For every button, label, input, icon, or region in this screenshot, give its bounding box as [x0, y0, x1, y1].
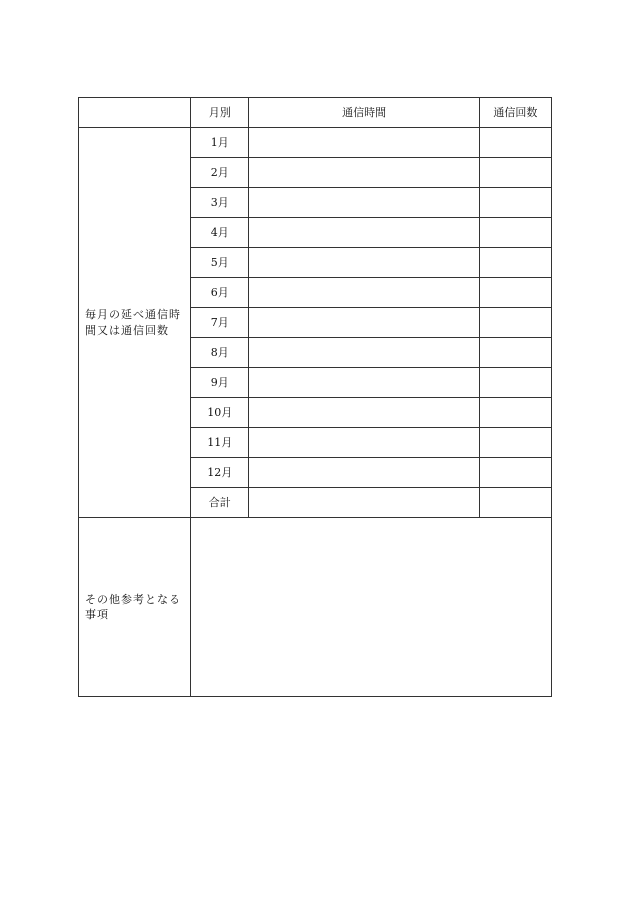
time-cell[interactable] [249, 278, 479, 308]
time-cell[interactable] [249, 188, 479, 218]
header-row [79, 98, 552, 128]
time-cell[interactable] [249, 428, 479, 458]
month-cell: 12月 [191, 458, 249, 488]
time-cell[interactable] [249, 248, 479, 278]
total-cell: 合計 [191, 488, 249, 518]
time-cell[interactable] [249, 308, 479, 338]
time-cell[interactable] [249, 218, 479, 248]
total-count-cell[interactable] [479, 488, 551, 518]
month-cell: 4月 [191, 218, 249, 248]
count-cell[interactable] [479, 338, 551, 368]
count-cell[interactable] [479, 128, 551, 158]
month-cell: 6月 [191, 278, 249, 308]
monthly-total-label [79, 128, 191, 518]
header-time: 通信時間 [249, 98, 479, 128]
time-cell[interactable] [249, 458, 479, 488]
count-cell[interactable] [479, 428, 551, 458]
header-blank-cell [79, 98, 191, 128]
count-cell[interactable] [479, 458, 551, 488]
month-cell: 3月 [191, 188, 249, 218]
header-month: 月別 [191, 98, 249, 128]
time-cell[interactable] [249, 338, 479, 368]
communication-record-table [78, 97, 552, 697]
header-count: 通信回数 [479, 98, 551, 128]
count-cell[interactable] [479, 188, 551, 218]
time-cell[interactable] [249, 398, 479, 428]
month-cell: 7月 [191, 308, 249, 338]
month-cell: 8月 [191, 338, 249, 368]
time-cell[interactable] [249, 368, 479, 398]
time-cell[interactable] [249, 158, 479, 188]
month-cell: 10月 [191, 398, 249, 428]
remarks-label [79, 518, 191, 697]
count-cell[interactable] [479, 218, 551, 248]
month-cell: 5月 [191, 248, 249, 278]
monthly-total-label-text: 毎月の延べ通信時間又は通信回数 [85, 308, 181, 337]
month-cell: 1月 [191, 128, 249, 158]
count-cell[interactable] [479, 368, 551, 398]
remarks-label-text: その他参考となる事項 [85, 592, 181, 621]
table-row [79, 128, 552, 158]
remarks-row [79, 518, 552, 697]
count-cell[interactable] [479, 308, 551, 338]
time-cell[interactable] [249, 128, 479, 158]
month-cell: 2月 [191, 158, 249, 188]
count-cell[interactable] [479, 158, 551, 188]
count-cell[interactable] [479, 398, 551, 428]
count-cell[interactable] [479, 278, 551, 308]
month-cell: 9月 [191, 368, 249, 398]
remarks-cell[interactable] [191, 518, 552, 697]
month-cell: 11月 [191, 428, 249, 458]
count-cell[interactable] [479, 248, 551, 278]
total-time-cell[interactable] [249, 488, 479, 518]
